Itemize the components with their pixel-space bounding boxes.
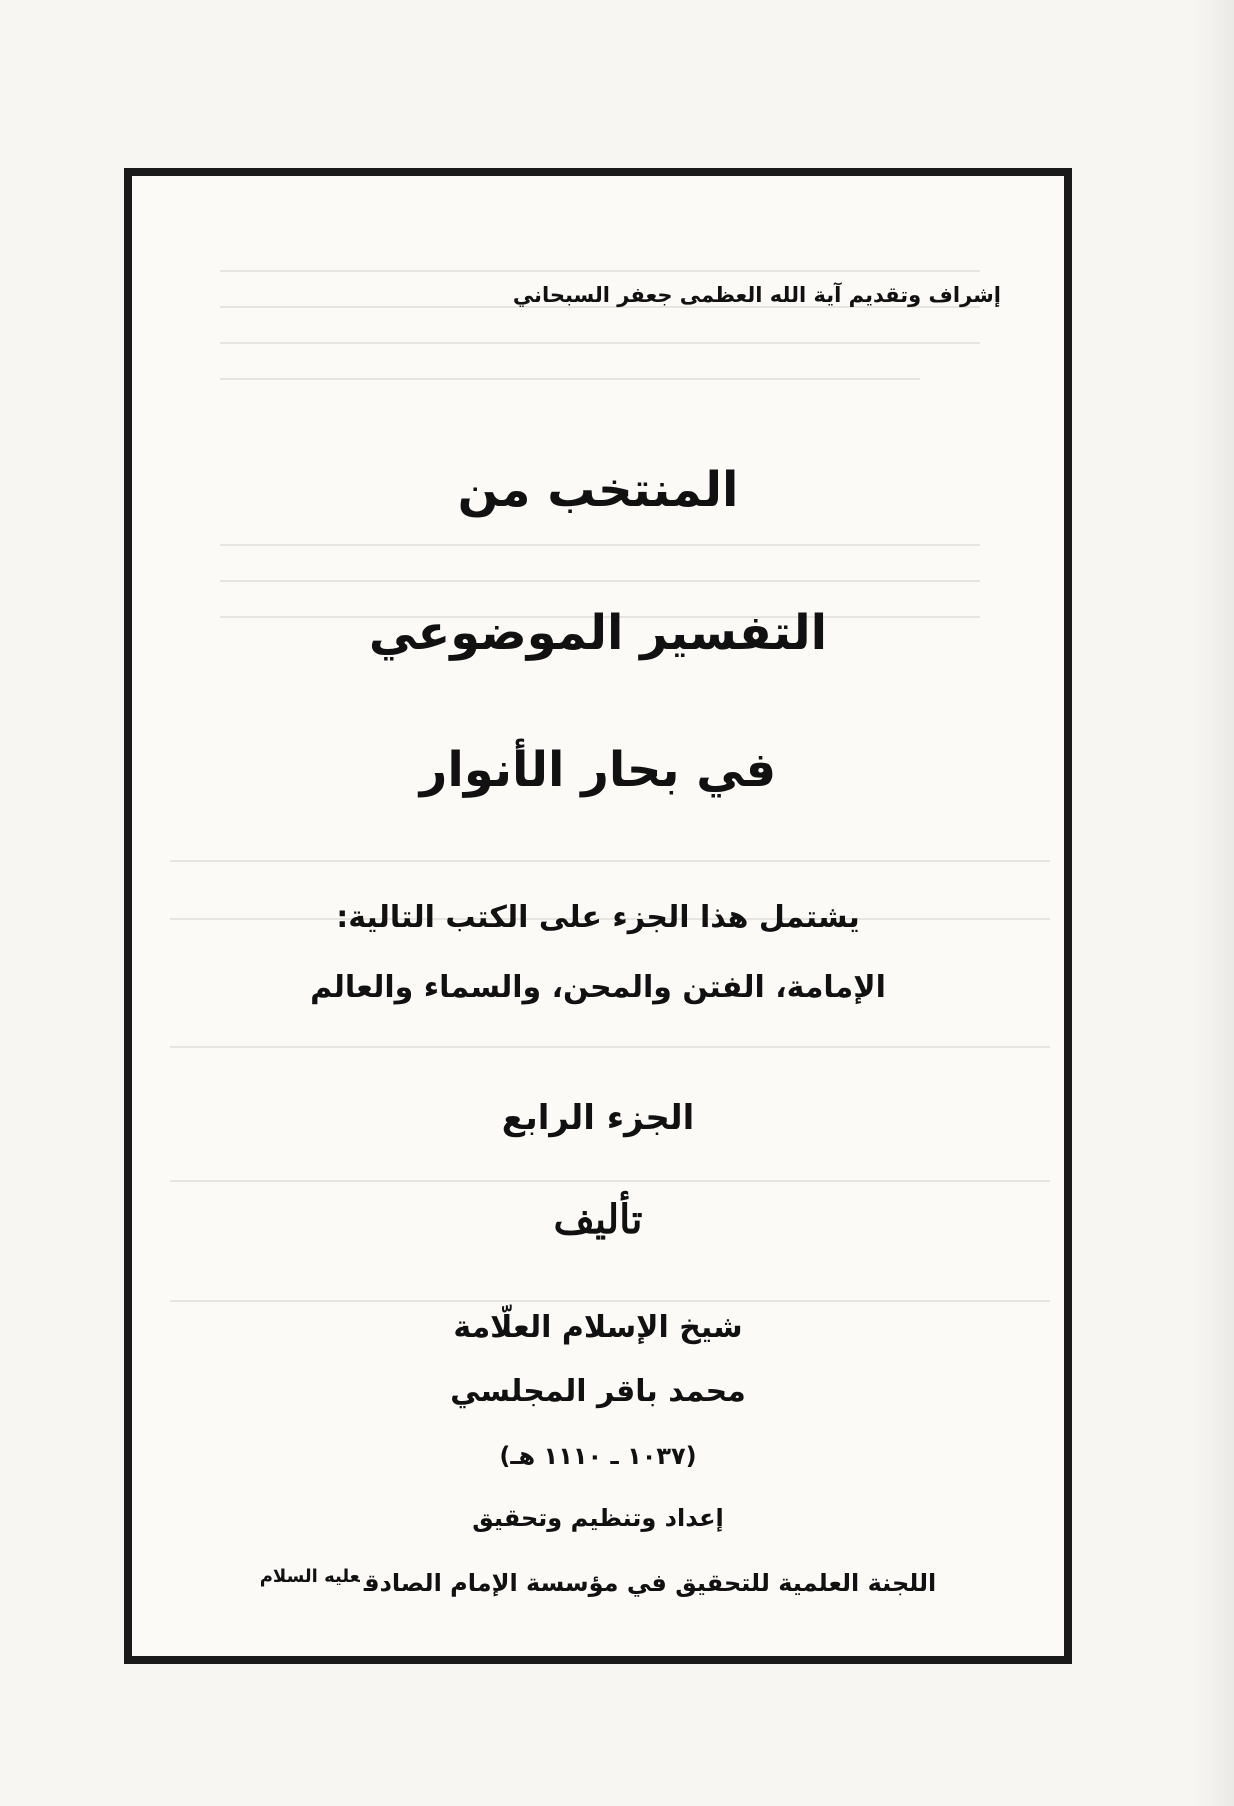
- show-through-line: [220, 342, 980, 344]
- author-title: شيخ الإسلام العلّامة: [453, 1310, 743, 1345]
- show-through-line: [170, 1046, 1050, 1048]
- author-dates: (١٠٣٧ ـ ١١١٠ هـ): [499, 1442, 697, 1470]
- title-line-2: التفسير الموضوعي: [368, 605, 828, 661]
- contents-books: الإمامة، الفتن والمحن، والسماء والعالم: [310, 970, 886, 1005]
- honorific-mark: عليه السلام: [259, 1566, 360, 1587]
- author-name: محمد باقر المجلسي: [450, 1374, 746, 1409]
- preparation-label: إعداد وتنظيم وتحقيق: [472, 1504, 724, 1532]
- authored-by-label: تأليف: [553, 1196, 643, 1243]
- title-line-3: في بحار الأنوار: [419, 742, 777, 798]
- show-through-line: [170, 1180, 1050, 1182]
- show-through-line: [220, 544, 980, 546]
- show-through-line: [220, 378, 920, 380]
- page-edge-shadow: [1194, 0, 1234, 1806]
- contents-intro: يشتمل هذا الجزء على الكتب التالية:: [336, 900, 860, 935]
- show-through-line: [220, 580, 980, 582]
- committee-name: اللجنة العلمية للتحقيق في مؤسسة الإمام الصادق: [363, 1569, 937, 1597]
- preparation-committee: [124, 1566, 1072, 1597]
- show-through-line: [170, 1300, 1050, 1302]
- title-line-1: المنتخب من: [457, 462, 739, 518]
- show-through-line: [220, 270, 980, 272]
- supervision-line: إشراف وتقديم آية الله العظمى جعفر السبحاني: [512, 283, 1001, 307]
- show-through-line: [170, 860, 1050, 862]
- volume-label: الجزء الرابع: [501, 1098, 695, 1138]
